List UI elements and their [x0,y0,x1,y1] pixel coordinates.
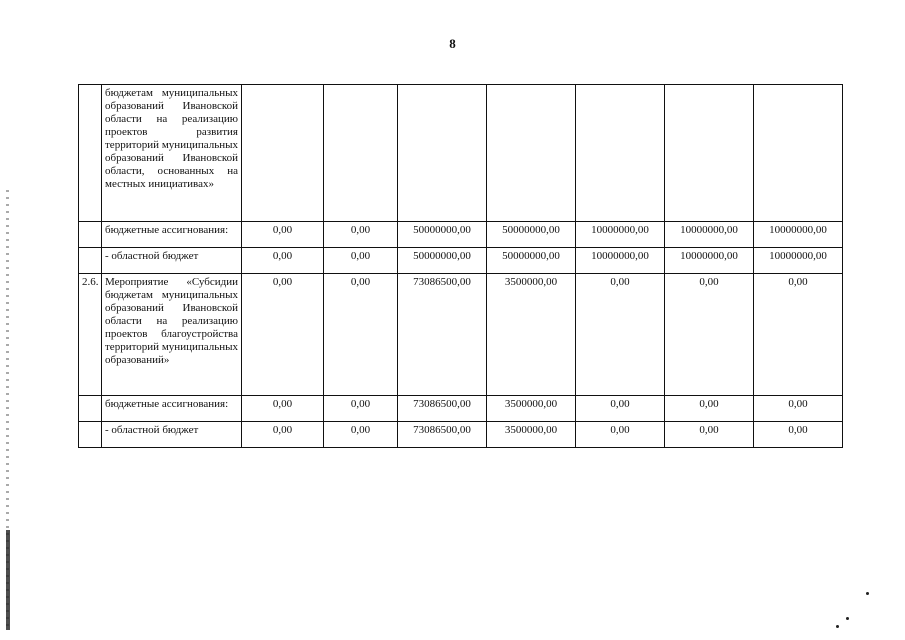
value-cell [324,85,398,222]
value-cell [665,85,754,222]
table-row [79,222,843,248]
value-cell [576,85,665,222]
value-cell: 0,00 [754,396,843,422]
value-cell: 0,00 [242,222,324,248]
budget-table [78,84,843,448]
row-description: Мероприятие «Субсидии бюджетам муниципальных образований Ивановской области на реализацию проектов благоустройства территорий муниципальных образований» [102,274,242,396]
value-cell: 0,00 [242,274,324,396]
value-cell: 0,00 [242,422,324,448]
value-cell: 0,00 [754,422,843,448]
scan-speck [866,592,869,595]
value-cell: 50000000,00 [398,222,487,248]
table-row [79,274,843,396]
scan-edge-mark-dark [6,530,10,630]
table-row [79,396,843,422]
row-index: 2.6. [79,274,102,396]
row-description: - областной бюджет [102,248,242,274]
value-cell: 10000000,00 [665,222,754,248]
value-cell: 0,00 [665,396,754,422]
row-index [79,248,102,274]
table-row [79,248,843,274]
value-cell [242,85,324,222]
value-cell: 73086500,00 [398,422,487,448]
value-cell: 10000000,00 [754,222,843,248]
row-index [79,422,102,448]
value-cell: 0,00 [324,222,398,248]
value-cell: 0,00 [754,274,843,396]
table-row [79,85,843,222]
value-cell: 0,00 [576,396,665,422]
page-number: 8 [449,36,456,51]
value-cell: 10000000,00 [576,222,665,248]
value-cell: 10000000,00 [576,248,665,274]
value-cell: 0,00 [324,396,398,422]
value-cell: 0,00 [324,248,398,274]
value-cell: 3500000,00 [487,422,576,448]
value-cell: 10000000,00 [665,248,754,274]
value-cell: 0,00 [576,274,665,396]
value-cell: 0,00 [324,274,398,396]
value-cell: 0,00 [242,396,324,422]
row-index [79,85,102,222]
value-cell: 50000000,00 [487,248,576,274]
row-index [79,222,102,248]
row-description: бюджетные ассигнования: [102,222,242,248]
value-cell: 3500000,00 [487,274,576,396]
value-cell: 0,00 [324,422,398,448]
value-cell: 3500000,00 [487,396,576,422]
value-cell: 10000000,00 [754,248,843,274]
value-cell: 0,00 [665,274,754,396]
row-description: - областной бюджет [102,422,242,448]
value-cell: 0,00 [576,422,665,448]
scan-speck [836,625,839,628]
value-cell [487,85,576,222]
value-cell [398,85,487,222]
table-row [79,422,843,448]
value-cell: 0,00 [242,248,324,274]
row-index [79,396,102,422]
value-cell: 73086500,00 [398,274,487,396]
value-cell: 0,00 [665,422,754,448]
value-cell: 50000000,00 [398,248,487,274]
row-description: бюджетам муниципальных образований Ивановской области на реализацию проектов развития территорий муниципальных образований Ивановской области, основанных на местных инициативах» [102,85,242,222]
value-cell: 50000000,00 [487,222,576,248]
row-description: бюджетные ассигнования: [102,396,242,422]
value-cell: 73086500,00 [398,396,487,422]
value-cell [754,85,843,222]
scan-speck [846,617,849,620]
